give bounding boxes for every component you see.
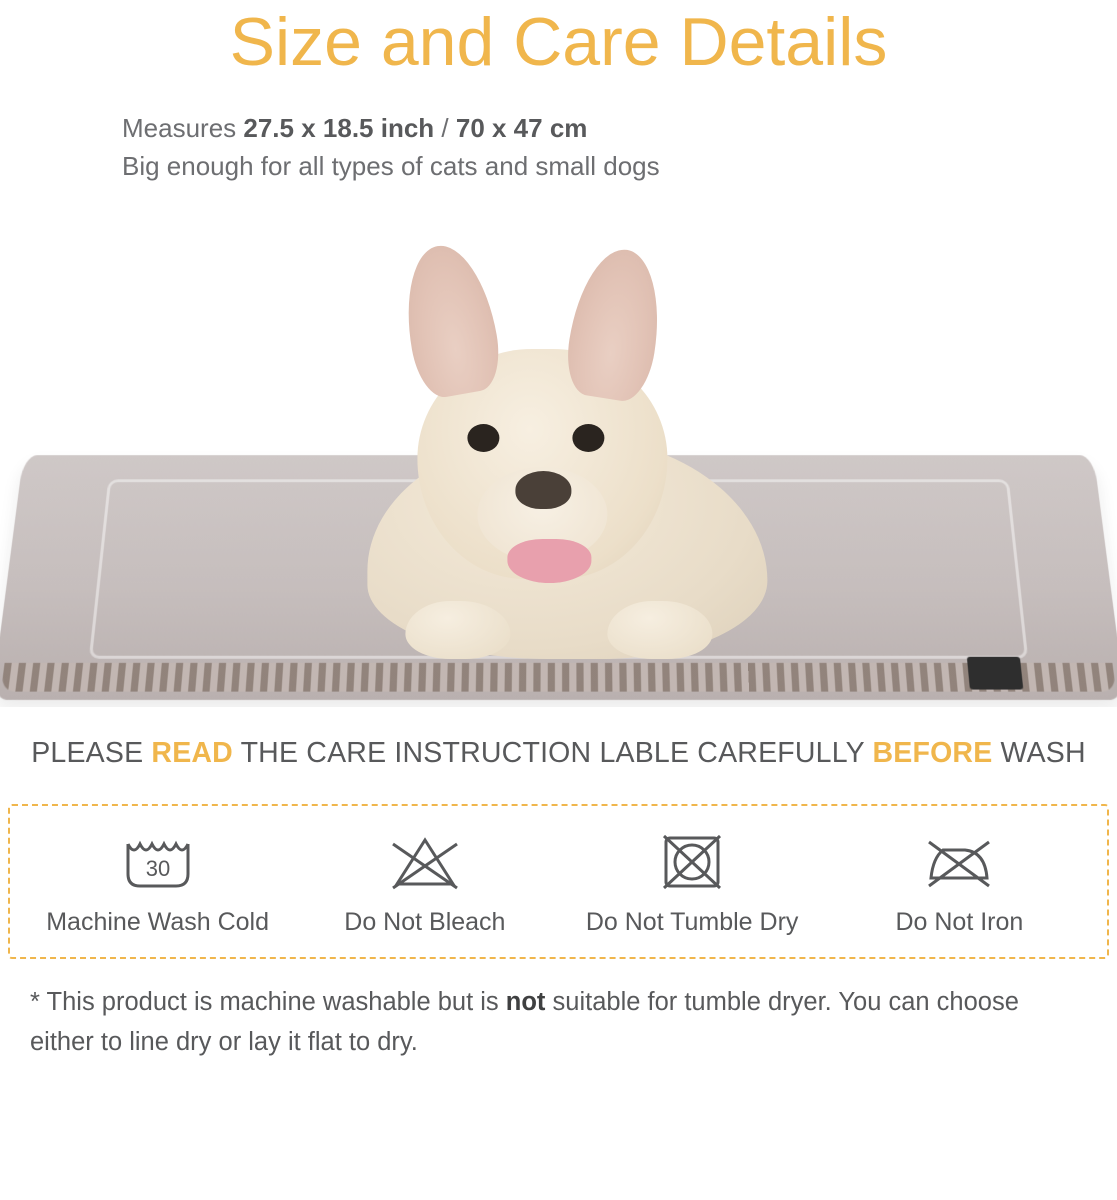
care-warning-before: BEFORE xyxy=(872,737,993,770)
do-not-bleach-icon xyxy=(387,826,463,898)
care-item-label: Do Not Iron xyxy=(895,908,1024,937)
dog-eye-left xyxy=(467,424,499,452)
do-not-iron-icon xyxy=(921,826,997,898)
dog-paw-left xyxy=(405,601,510,659)
dog-ear-left xyxy=(395,239,506,402)
mat-brand-tag xyxy=(967,657,1024,690)
dog-nose xyxy=(515,471,571,509)
care-item xyxy=(28,826,288,937)
care-warning-part1: PLEASE xyxy=(31,737,152,770)
measures-centimeters: 70 x 47 cm xyxy=(455,113,588,143)
machine-wash-cold-icon xyxy=(120,826,196,898)
care-warning-read: READ xyxy=(151,737,233,770)
care-item-label: Do Not Bleach xyxy=(344,908,506,937)
product-photo xyxy=(0,207,1117,707)
measures-inches: 27.5 x 18.5 inch xyxy=(243,113,435,143)
measures-subtitle: Big enough for all types of cats and small dogs xyxy=(122,150,660,181)
care-item xyxy=(295,826,555,937)
care-warning-line xyxy=(0,737,1117,770)
footnote-part2: suitable for tumble dryer. You can choose either to line dry or lay it flat to dry. xyxy=(30,988,1019,1056)
mat-fringe-edge xyxy=(1,663,1116,692)
dog-tongue xyxy=(507,539,591,583)
care-item-label: Do Not Tumble Dry xyxy=(585,908,799,937)
wash-temperature-label: 30 xyxy=(145,856,170,882)
page-title: Size and Care Details xyxy=(229,4,888,80)
measures-separator: / xyxy=(434,113,456,143)
care-warning-part3: WASH xyxy=(992,737,1086,770)
dog-ear-right xyxy=(561,244,669,406)
do-not-tumble-dry-icon xyxy=(654,826,730,898)
footnote xyxy=(0,983,1117,1062)
care-warning-part2: THE CARE INSTRUCTION LABLE CAREFULLY xyxy=(232,737,873,770)
measures-block xyxy=(0,110,1117,185)
dog-illustration xyxy=(357,239,777,659)
footnote-part1: * This product is machine washable but is xyxy=(30,988,506,1017)
dog-eye-right xyxy=(572,424,604,452)
measures-line xyxy=(122,110,1117,148)
care-item xyxy=(829,826,1089,937)
measures-prefix: Measures xyxy=(122,113,244,143)
care-item xyxy=(562,826,822,937)
care-instructions-box xyxy=(8,804,1109,959)
care-item-label: Machine Wash Cold xyxy=(46,908,270,937)
dog-paw-right xyxy=(607,601,712,659)
footnote-emphasis: not xyxy=(505,988,546,1017)
